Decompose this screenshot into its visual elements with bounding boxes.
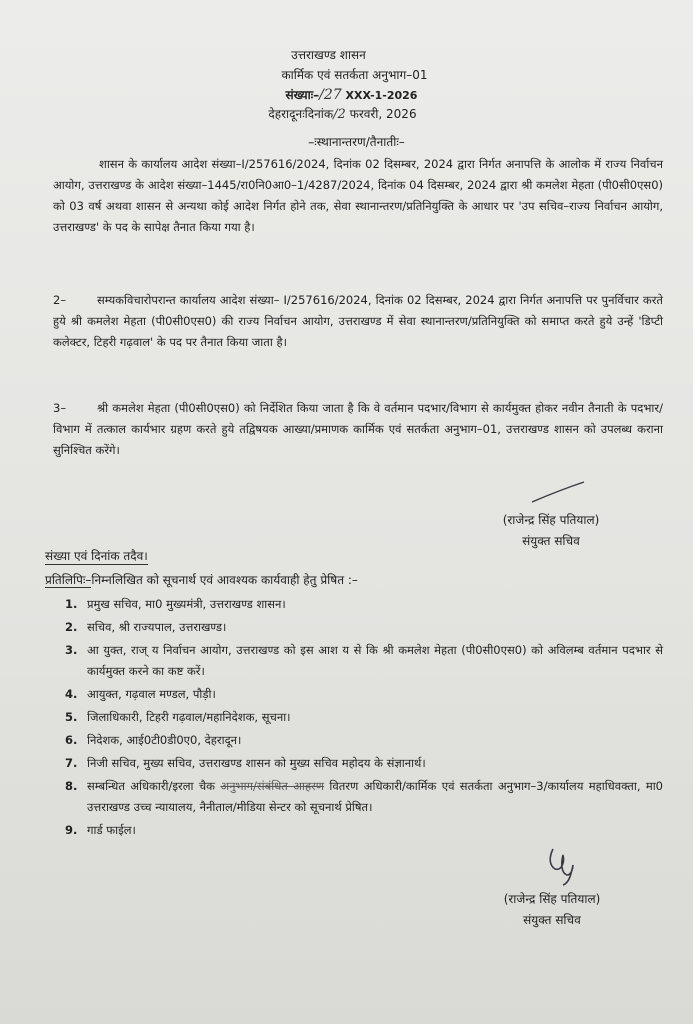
order-date-prefix: देहरादूनःदिनांक — [268, 107, 334, 121]
list-item-text: निदेशक, आई0टी0डी0ए0, देहरादून। — [87, 733, 242, 747]
order-number-prefix: संख्याः– — [285, 88, 320, 102]
list-item-number: 1. — [65, 597, 78, 611]
list-item-text: गार्ड फाईल। — [87, 823, 136, 837]
order-number — [5, 86, 693, 103]
list-item-number: 4. — [65, 687, 78, 701]
signatory-designation: संयुक्त सचिव — [523, 913, 581, 927]
list-item — [53, 684, 663, 705]
paragraph-3-number: 3– — [53, 401, 67, 415]
list-item — [53, 707, 663, 728]
order-date — [0, 105, 689, 122]
copy-to-label: प्रतिलिपिः– — [45, 573, 92, 587]
signatory-name: (राजेन्द्र सिंह पतियाल) — [503, 892, 601, 906]
list-item-text: जिलाधिकारी, टिहरी गढ़वाल/महानिदेशक, सूचना। — [87, 710, 291, 724]
list-item — [53, 617, 663, 638]
list-item — [53, 776, 663, 818]
list-item-number: 8. — [65, 779, 78, 793]
reference-line: संख्या एवं दिनांक तदैव। — [45, 549, 148, 563]
handwritten-initials — [543, 843, 579, 889]
order-date-suffix: फरवरी, 2026 — [345, 107, 417, 121]
list-item-text-start: सम्बन्धित अधिकारी/इरला चैक — [87, 779, 221, 793]
paragraph-2 — [53, 290, 663, 353]
recipient-list — [53, 594, 663, 843]
signatory-name: (राजेन्द्र सिंह पतियाल) — [502, 513, 600, 527]
department-name: कार्मिक एवं सतर्कता अनुभाग–01 — [281, 68, 428, 82]
govt-name: उत्तराखण्ड शासन — [291, 48, 366, 62]
list-item-number: 6. — [65, 733, 78, 747]
signatory-designation: संयुक्त सचिव — [522, 534, 580, 548]
struck-text: अनुभाग/संबंधित आहरण — [220, 779, 325, 793]
list-item — [53, 730, 663, 751]
paragraph-1: शासन के कार्यालय आदेश संख्या–I/257616/2024, दिनांक 02 दिसम्बर, 2024 द्वारा निर्गत अनापत्ति के आलोक में राज्य निर्वाचन आयोग, उत्तराखण्ड के आदेश संख्या–1445/रा0नि0आ0–1/4287/2024, दिनांक 04 दिसम्बर, 2024 द्वारा श्री कमलेश मेहता (पी0सी0एस0) को 03 वर्ष अथवा शासन से अन्यथा कोई आदेश निर्गत होने तक, सेवा स्थानान्तरण/प्रतिनियुक्ति के आधार पर 'उप सचिव–राज्य निर्वाचन आयोग, उत्तराखण्ड' के पद के सापेक्ष तैनात किया गया है। — [53, 157, 663, 234]
order-number-code: XXX-1-2026 — [341, 89, 418, 102]
signature-block-1 — [486, 510, 616, 552]
list-item-number: 9. — [65, 823, 78, 837]
list-item-number: 2. — [65, 620, 78, 634]
list-item — [53, 820, 663, 841]
list-item-text: प्रमुख सचिव, मा0 मुख्यमंत्री, उत्तराखण्ड शासन। — [87, 597, 286, 611]
paragraph-2-number: 2– — [53, 293, 67, 307]
signature-block-2 — [487, 889, 617, 931]
subject-line: –ःस्थानान्तरण/तैनातीः– — [308, 135, 405, 149]
list-item-text: सचिव, श्री राज्यपाल, उत्तराखण्ड। — [87, 620, 227, 634]
paragraph-3-text: श्री कमलेश मेहता (पी0सी0एस0) को निर्देशित किया जाता है कि वे वर्तमान पदभार/विभाग से कार्यमुक्त होकर नवीन तैनाती के पदभार/विभाग में तत्काल कार्यभार ग्रहण करते हुये तद्विषयक आख्या/प्रमाणक कार्मिक एवं सतर्कता अनुभाग–01, उत्तराखण्ड शासन को उपलब्ध कराना सुनिश्चित करेंगे। — [53, 401, 663, 457]
signature-stroke — [528, 478, 588, 508]
list-item-text-end: वितरण अधिकारी/कार्मिक एवं सतर्कता अनुभाग–3/कार्यालय महाधिवक्ता, मा0 उत्तराखण्ड उच्च न्यायालय, नैनीताल/मीडिया सेन्टर को सूचनार्थ प्रेषित। — [87, 779, 663, 814]
list-item-text — [87, 776, 663, 818]
list-item-text: आयुक्त, गढ़वाल मण्डल, पौड़ी। — [87, 687, 216, 701]
list-item-number: 5. — [65, 710, 78, 724]
list-item-number: 3. — [65, 643, 78, 657]
order-number-handwritten: /27 — [319, 87, 342, 103]
copy-to-text: निम्नलिखित को सूचनार्थ एवं आवश्यक कार्यवाही हेतु प्रेषित :– — [91, 573, 358, 587]
order-date-handwritten: /2 — [333, 107, 346, 122]
list-item — [53, 640, 663, 682]
paragraph-2-text: सम्यकविचारोपरान्त कार्यालय आदेश संख्या– I/257616/2024, दिनांक 02 दिसम्बर, 2024 द्वारा निर्गत अनापत्ति पर पुनर्विचार करते हुये श्री कमलेश मेहता (पी0सी0एस0) की राज्य निर्वाचन आयोग, उत्तराखण्ड में सेवा स्थानान्तरण/प्रतिनियुक्ति को समाप्त करते हुये उन्हें 'डिप्टी कलेक्टर, टिहरी गढ़वाल' के पद पर तैनात किया जाता है। — [53, 293, 663, 349]
list-item — [53, 594, 663, 615]
list-item-number: 7. — [65, 756, 78, 770]
list-item-text: निजी सचिव, मुख्य सचिव, उत्तराखण्ड शासन को मुख्य सचिव महोदय के संज्ञानार्थ। — [87, 756, 426, 770]
copy-to-line — [45, 571, 358, 588]
list-item-text: आ युक्त, राज् य निर्वाचन आयोग, उत्तराखण्ड को इस आश य से कि श्री कमलेश मेहता (पी0सी0एस0) को अविलम्ब वर्तमान पदभार से कार्यमुक्त करने का कष्ट करें। — [87, 643, 663, 678]
paragraph-3 — [53, 398, 663, 461]
list-item — [53, 753, 663, 774]
